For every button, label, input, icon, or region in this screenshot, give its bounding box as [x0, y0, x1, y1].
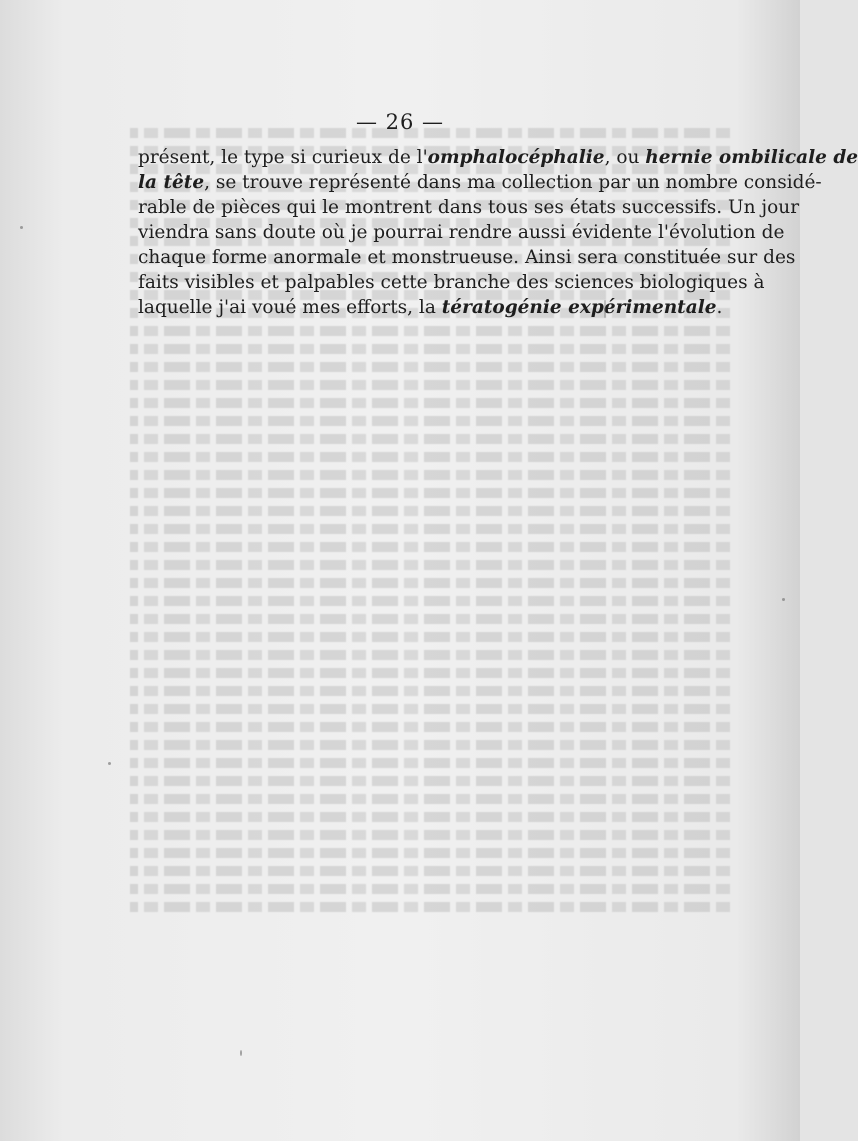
text-line: présent, le type si curieux de l'omphalocéphalie, ou hernie ombilicale de — [138, 147, 858, 168]
paper-speck — [240, 1050, 242, 1056]
text-line: la tête, se trouve représenté dans ma collection par un nombre considé- — [138, 172, 822, 193]
page-number: — 26 — — [355, 110, 445, 134]
italic-term: omphalocéphalie — [427, 147, 605, 168]
italic-term: tératogénie expérimentale — [441, 297, 717, 318]
text-line: viendra sans doute où je pourrai rendre aussi évidente l'évolution de — [138, 222, 785, 243]
paper-speck — [782, 598, 785, 601]
paper-speck — [604, 300, 606, 318]
text-line: chaque forme anormale et monstrueuse. Ainsi sera constituée sur des — [138, 247, 796, 268]
italic-term: la tête — [138, 172, 205, 193]
italic-term: hernie ombilicale de — [645, 147, 858, 168]
text-line: rable de pièces qui le montrent dans tous ses états successifs. Un jour — [138, 197, 800, 218]
body-paragraph — [138, 145, 858, 320]
text-line: faits visibles et palpables cette branche des sciences biologiques à — [138, 272, 765, 293]
paper-speck — [20, 226, 23, 229]
paper-speck — [108, 762, 111, 765]
text-line: laquelle j'ai voué mes efforts, la tératogénie expérimentale. — [138, 297, 723, 318]
